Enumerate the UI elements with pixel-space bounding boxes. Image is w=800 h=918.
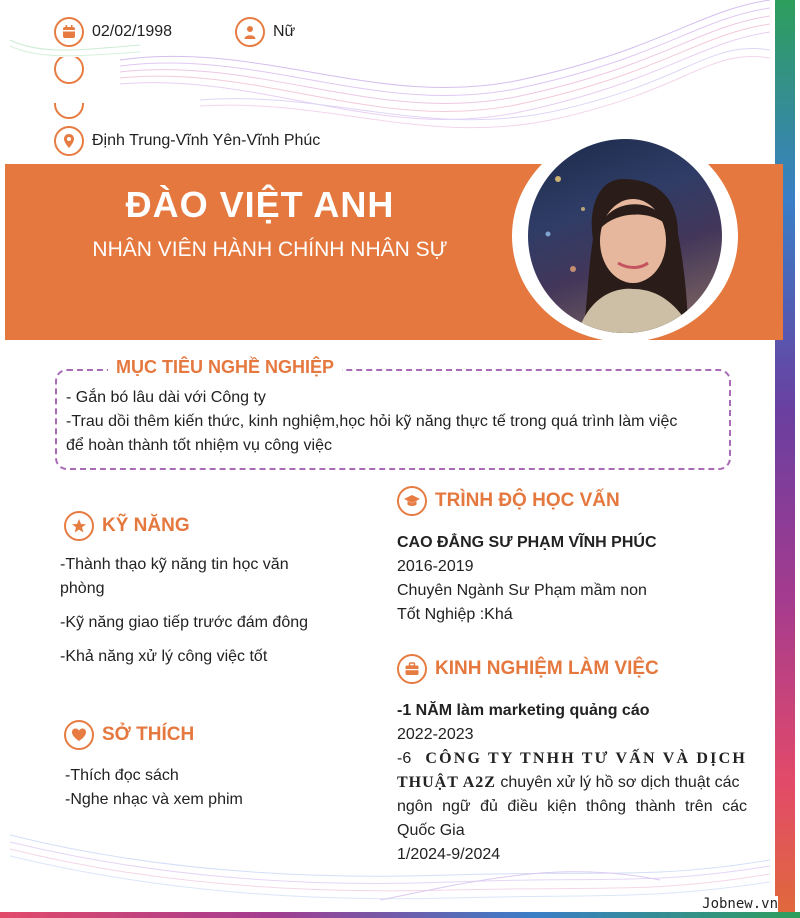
job-entry-title: -1 NĂM làm marketing quảng cáo xyxy=(397,702,650,719)
job-title: NHÂN VIÊN HÀNH CHÍNH NHÂN SỰ xyxy=(92,238,448,261)
avatar-frame xyxy=(512,130,738,342)
mail-icon xyxy=(54,103,84,119)
skill-item: -Kỹ năng giao tiếp trước đám đông xyxy=(60,614,309,631)
bottom-color-stripe xyxy=(0,912,800,918)
objective-line: - Gắn bó lâu dài với Công ty xyxy=(66,389,266,406)
job-entry-years: 1/2024-9/2024 xyxy=(397,846,501,863)
skill-item: -Thành thạo kỹ năng tin học văn xyxy=(60,556,289,573)
phone-icon xyxy=(54,57,84,84)
watermark[interactable]: Jobnew.vn xyxy=(702,896,778,912)
job-entry-company xyxy=(397,747,747,771)
job-entry-desc xyxy=(397,771,747,795)
company-name: CÔNG TY TNHH TƯ VẤN VÀ DỊCH xyxy=(425,750,747,767)
contact-phone xyxy=(54,57,84,85)
birthdate-text: 02/02/1998 xyxy=(92,23,173,40)
job-desc-line: Quốc Gia xyxy=(397,822,465,839)
objective-line: để hoàn thành tốt nhiệm vụ công việc xyxy=(66,437,332,454)
star-icon xyxy=(64,511,94,541)
education-years: 2016-2019 xyxy=(397,558,474,575)
job-desc-line: ngôn ngữ đủ điều kiện thông thành trên các xyxy=(397,798,747,815)
company-name-cont: THUẬT A2Z xyxy=(397,774,496,791)
job-desc-text: chuyên xử lý hồ sơ dịch thuật các xyxy=(495,774,740,791)
skills-title: KỸ NĂNG xyxy=(102,515,190,536)
education-title: TRÌNH ĐỘ HỌC VẤN xyxy=(435,490,620,511)
avatar xyxy=(528,139,722,333)
school-name: CAO ĐẲNG SƯ PHẠM VĨNH PHÚC xyxy=(397,534,657,551)
experience-title: KINH NGHIỆM LÀM VIỆC xyxy=(435,658,659,679)
contact-birthdate xyxy=(54,17,172,47)
education-grade: Tốt Nghiệp :Khá xyxy=(397,606,513,623)
graduation-cap-icon xyxy=(397,486,427,516)
person-icon xyxy=(235,17,265,47)
objective-title: MỤC TIÊU NGHỀ NGHIỆP xyxy=(108,357,342,378)
hobby-item: -Nghe nhạc và xem phim xyxy=(65,791,243,808)
candidate-name: ĐÀO VIỆT ANH xyxy=(125,184,395,225)
experience-heading xyxy=(397,654,659,684)
hobbies-title: SỞ THÍCH xyxy=(102,724,195,745)
gender-text: Nữ xyxy=(273,23,296,40)
objective-line: -Trau dồi thêm kiến thức, kinh nghiệm,học hỏi kỹ năng thực tế trong quá trình làm việc xyxy=(66,413,678,430)
address-text: Định Trung-Vĩnh Yên-Vĩnh Phúc xyxy=(92,132,321,149)
location-icon xyxy=(54,126,84,156)
heart-icon xyxy=(64,720,94,750)
skill-item: -Khả năng xử lý công việc tốt xyxy=(60,648,268,665)
education-heading xyxy=(397,486,620,516)
contact-email xyxy=(54,103,84,121)
right-color-stripe xyxy=(775,0,795,918)
job-entry-prefix: -6 xyxy=(397,750,412,767)
briefcase-icon xyxy=(397,654,427,684)
calendar-icon xyxy=(54,17,84,47)
contact-address xyxy=(54,126,320,156)
skills-heading xyxy=(64,511,190,541)
hobbies-heading xyxy=(64,720,194,750)
education-major: Chuyên Ngành Sư Phạm mầm non xyxy=(397,582,647,599)
job-entry-years: 2022-2023 xyxy=(397,726,474,743)
hobby-item: -Thích đọc sách xyxy=(65,767,179,784)
contact-gender xyxy=(235,17,295,47)
skill-item: phòng xyxy=(60,580,105,597)
